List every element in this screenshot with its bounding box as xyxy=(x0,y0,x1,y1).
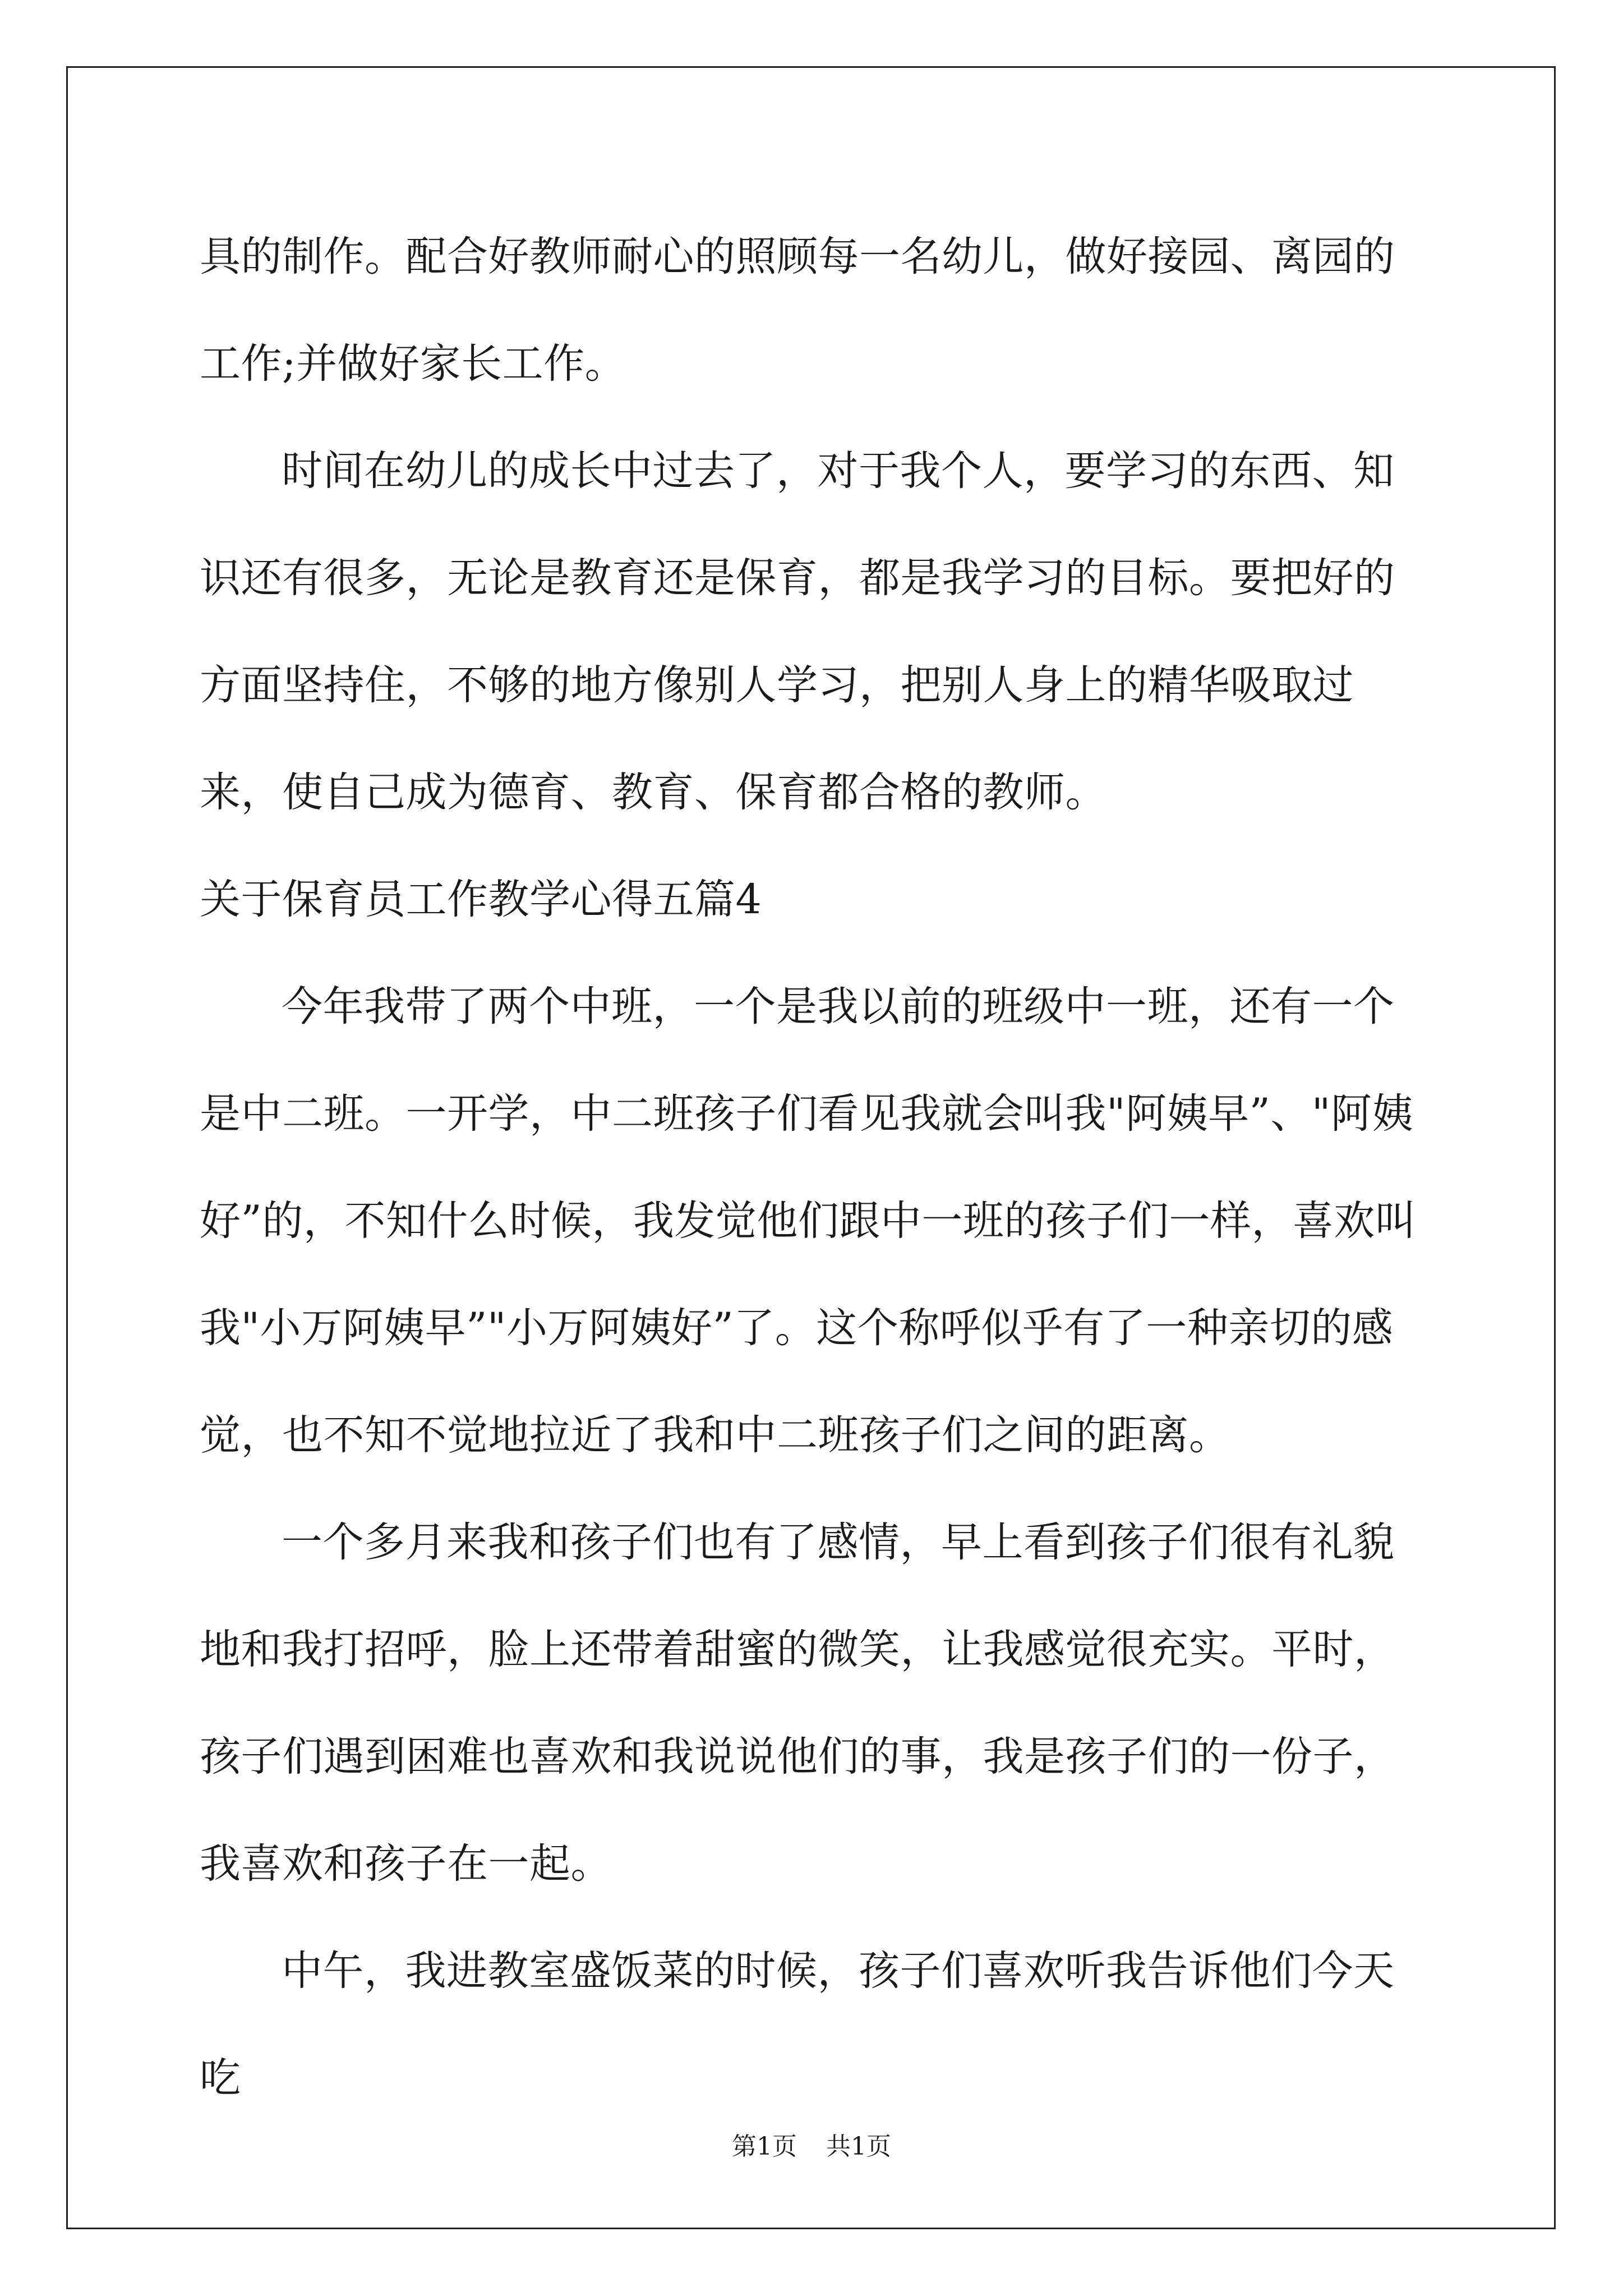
document-body xyxy=(200,203,1428,2132)
page-number: 第1页 xyxy=(732,2132,797,2161)
section-heading: 关于保育员工作教学心得五篇4 xyxy=(200,876,762,923)
page-footer xyxy=(0,2126,1623,2162)
paragraph-5: 中午，我进教室盛饭菜的时候，孩子们喜欢听我告诉他们今天吃 xyxy=(200,1947,1395,2102)
paragraph-3: 今年我带了两个中班，一个是我以前的班级中一班，还有一个是中二班。一开学，中二班孩子们看见我就会叫我"阿姨早”、"阿姨好”的，不知什么时候，我发觉他们跟中一班的孩子们一样，喜欢叫我"小万阿姨早”"小万阿姨好”了。这个称呼似乎有了一种亲切的感觉，也不知不觉地拉近了我和中二班孩子们之间的距离。 xyxy=(200,983,1417,1459)
paragraph-2: 时间在幼儿的成长中过去了，对于我个人，要学习的东西、知识还有很多，无论是教育还是保育，都是我学习的目标。要把好的方面坚持住，不够的地方像别人学习，把别人身上的精华吸取过来，使自己成为德育、教育、保育都合格的教师。 xyxy=(200,447,1395,816)
paragraph-1: 具的制作。配合好教师耐心的照顾每一名幼儿，做好接园、离园的工作;并做好家长工作。 xyxy=(200,233,1395,388)
paragraph-4: 一个多月来我和孩子们也有了感情，早上看到孩子们很有礼貌地和我打招呼，脸上还带着甜蜜的微笑，让我感觉很充实。平时，孩子们遇到困难也喜欢和我说说他们的事，我是孩子们的一份子，我喜欢和孩子在一起。 xyxy=(200,1519,1395,1888)
page-total: 共1页 xyxy=(826,2132,891,2161)
